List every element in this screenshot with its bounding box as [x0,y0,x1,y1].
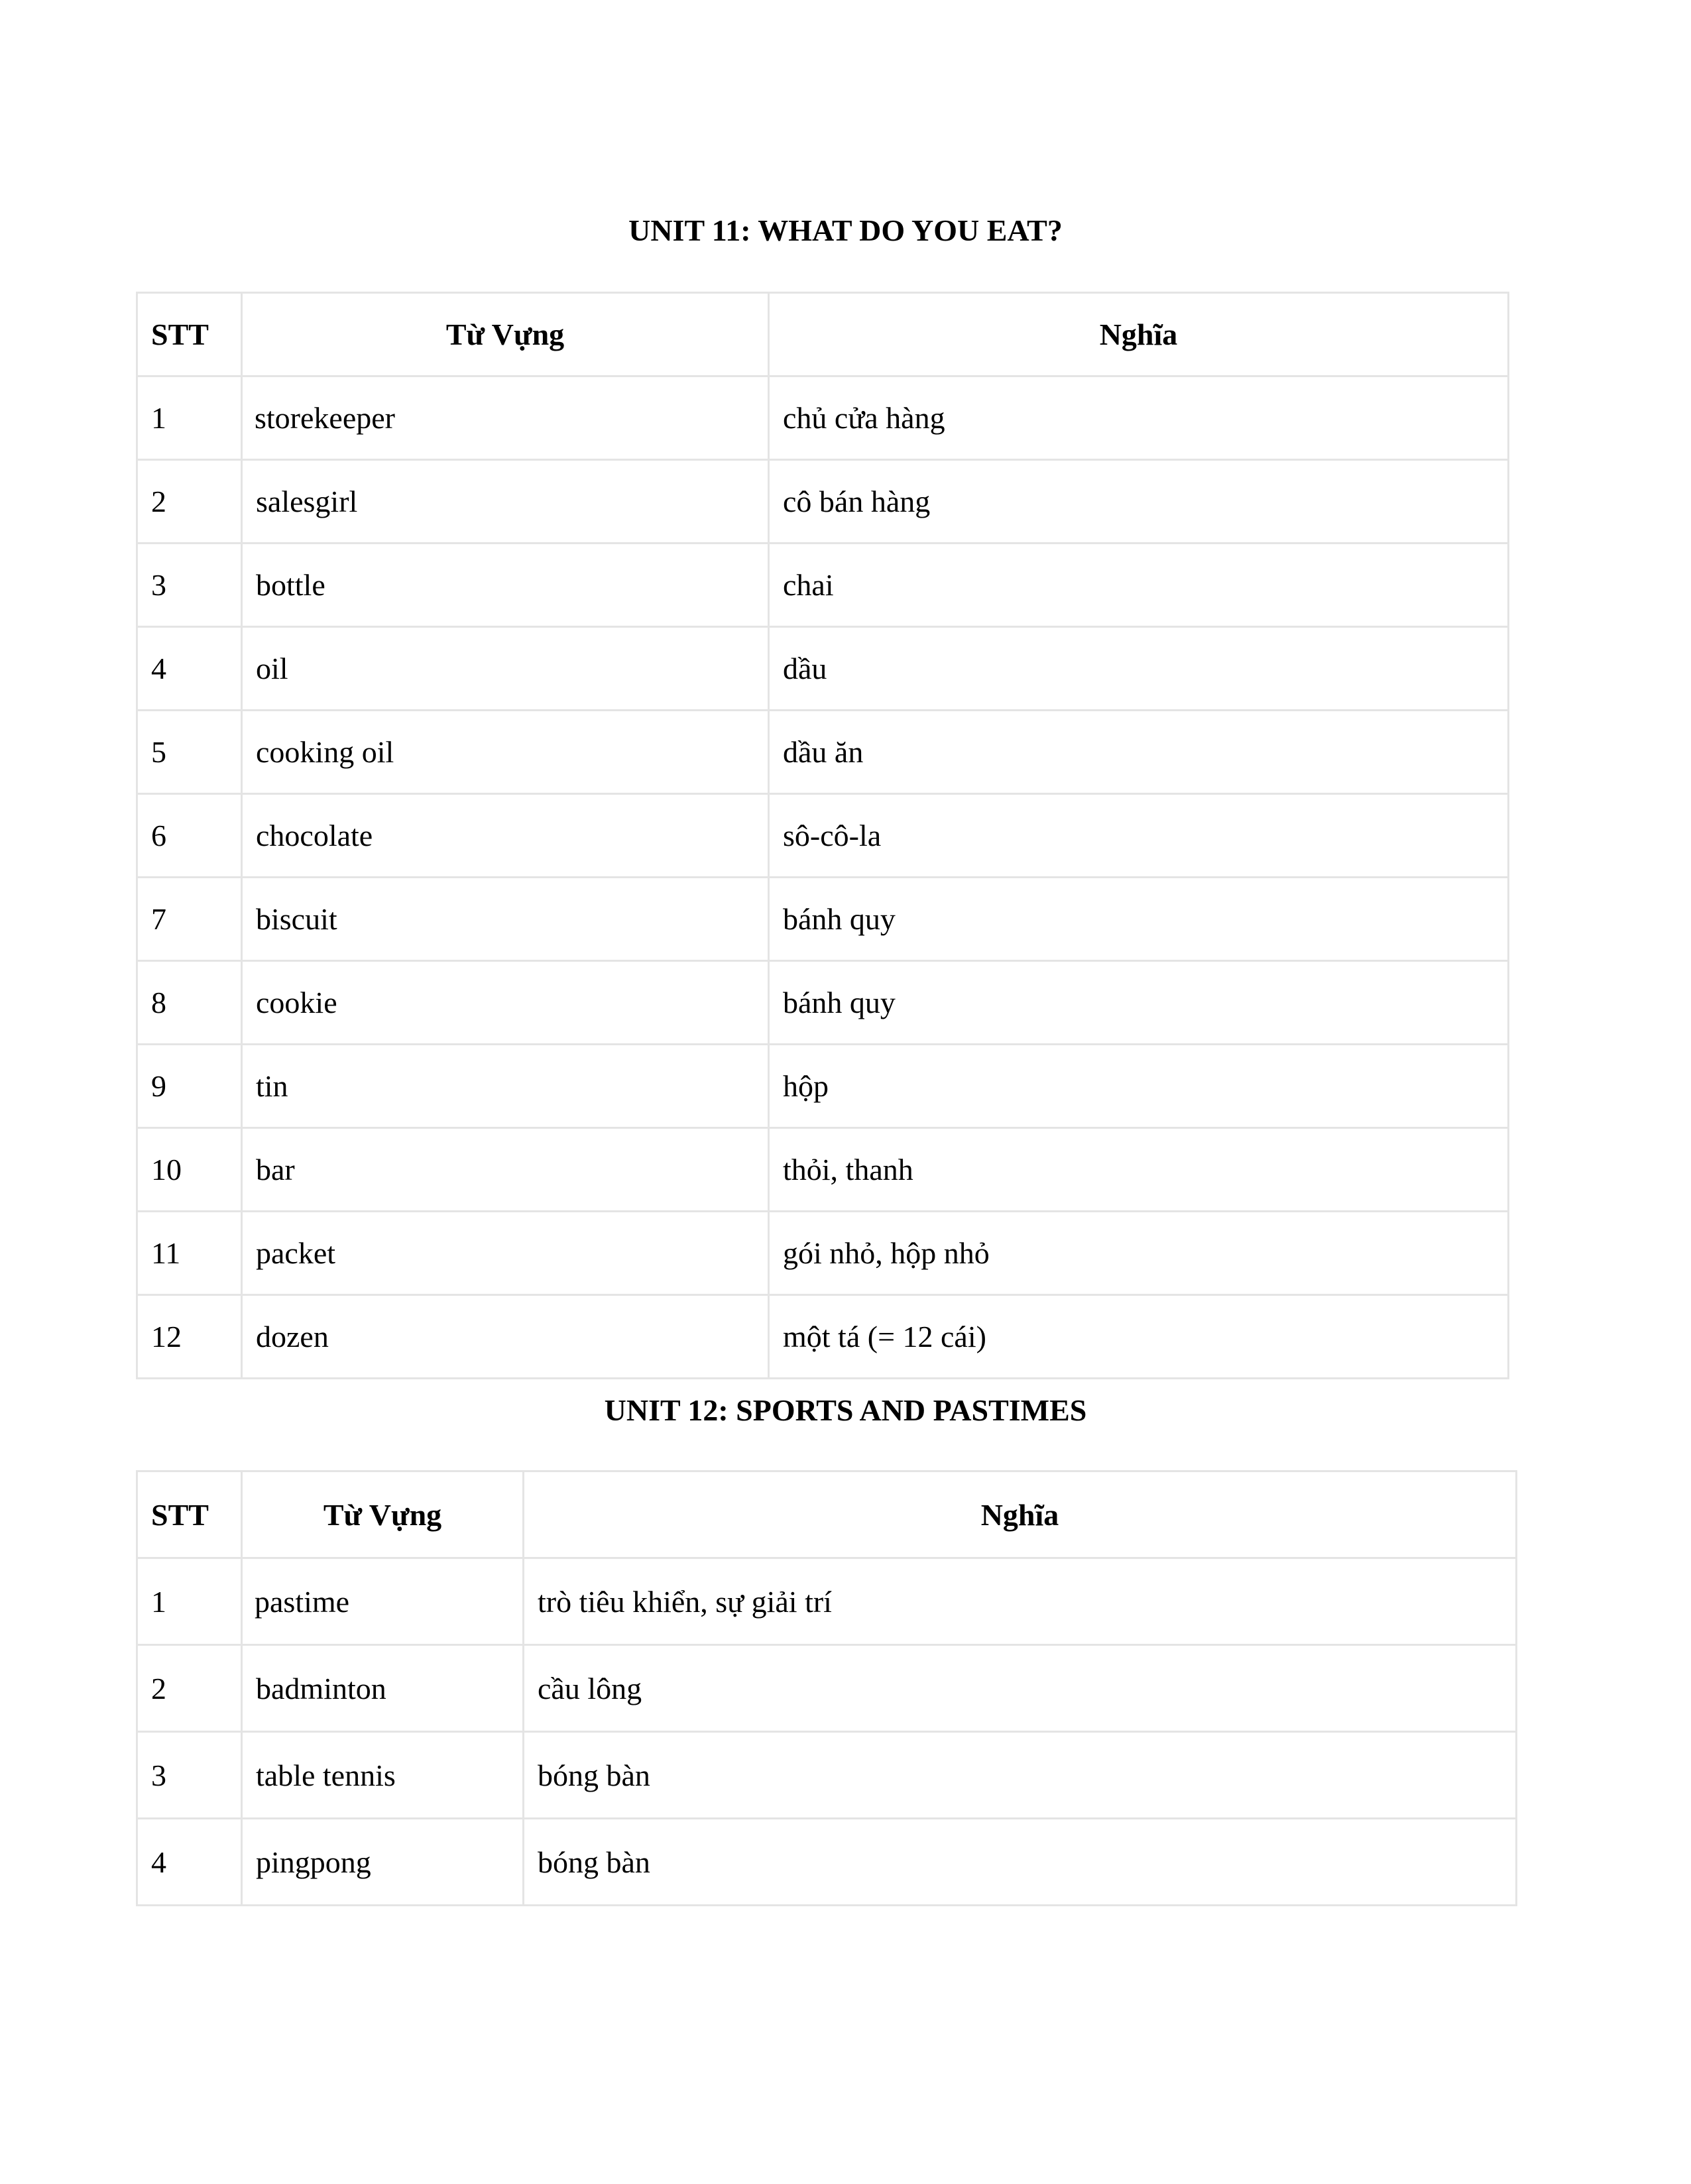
cell-word: cookie [242,961,769,1045]
cell-stt: 8 [137,961,242,1045]
unit-12-vocabulary-table [136,1470,1517,1906]
cell-stt: 1 [137,376,242,460]
table-row [137,961,1509,1045]
cell-word: pastime [242,1558,524,1645]
cell-word: tin [242,1045,769,1128]
cell-meaning: cô bán hàng [769,460,1509,544]
table-row [137,1128,1509,1212]
cell-meaning: dầu [769,627,1509,711]
cell-word: storekeeper [242,376,769,460]
cell-meaning: chai [769,544,1509,627]
cell-word: biscuit [242,878,769,961]
cell-meaning: bánh quy [769,961,1509,1045]
table-row [137,544,1509,627]
cell-stt: 11 [137,1212,242,1295]
cell-meaning: hộp [769,1045,1509,1128]
header-word: Từ Vựng [242,293,769,376]
table-row [137,376,1509,460]
table-header-row [137,293,1509,376]
cell-stt: 10 [137,1128,242,1212]
cell-meaning: thỏi, thanh [769,1128,1509,1212]
cell-stt: 5 [137,711,242,794]
table-row [137,1558,1517,1645]
unit-11-vocabulary-table [136,292,1509,1379]
header-stt: STT [137,1471,242,1558]
cell-meaning: trò tiêu khiển, sự giải trí [524,1558,1517,1645]
cell-meaning: cầu lông [524,1645,1517,1732]
header-stt: STT [137,293,242,376]
cell-word: dozen [242,1295,769,1379]
header-meaning: Nghĩa [769,293,1509,376]
unit-11-title: UNIT 11: WHAT DO YOU EAT? [628,213,1063,247]
header-word: Từ Vựng [242,1471,524,1558]
table-row [137,627,1509,711]
table-row [137,1045,1509,1128]
table-row [137,1645,1517,1732]
cell-stt: 12 [137,1295,242,1379]
table-row [137,1212,1509,1295]
cell-word: packet [242,1212,769,1295]
table-row [137,794,1509,878]
cell-word: cooking oil [242,711,769,794]
cell-stt: 7 [137,878,242,961]
unit-12-title: UNIT 12: SPORTS AND PASTIMES [604,1393,1087,1427]
table-row [137,878,1509,961]
table-row [137,1732,1517,1819]
cell-stt: 1 [137,1558,242,1645]
table-header-row [137,1471,1517,1558]
cell-meaning: bóng bàn [524,1819,1517,1906]
cell-meaning: gói nhỏ, hộp nhỏ [769,1212,1509,1295]
cell-stt: 2 [137,1645,242,1732]
cell-word: pingpong [242,1819,524,1906]
cell-word: table tennis [242,1732,524,1819]
cell-word: bar [242,1128,769,1212]
table-row [137,1819,1517,1906]
cell-meaning: dầu ăn [769,711,1509,794]
cell-word: oil [242,627,769,711]
cell-word: badminton [242,1645,524,1732]
cell-meaning: sô-cô-la [769,794,1509,878]
cell-stt: 4 [137,627,242,711]
table-row [137,460,1509,544]
cell-meaning: bóng bàn [524,1732,1517,1819]
cell-stt: 3 [137,544,242,627]
cell-stt: 4 [137,1819,242,1906]
cell-meaning: chủ cửa hàng [769,376,1509,460]
cell-meaning: bánh quy [769,878,1509,961]
cell-stt: 2 [137,460,242,544]
table-row [137,1295,1509,1379]
cell-stt: 3 [137,1732,242,1819]
header-meaning: Nghĩa [524,1471,1517,1558]
table-row [137,711,1509,794]
cell-word: salesgirl [242,460,769,544]
cell-stt: 9 [137,1045,242,1128]
cell-meaning: một tá (= 12 cái) [769,1295,1509,1379]
cell-stt: 6 [137,794,242,878]
cell-word: bottle [242,544,769,627]
cell-word: chocolate [242,794,769,878]
